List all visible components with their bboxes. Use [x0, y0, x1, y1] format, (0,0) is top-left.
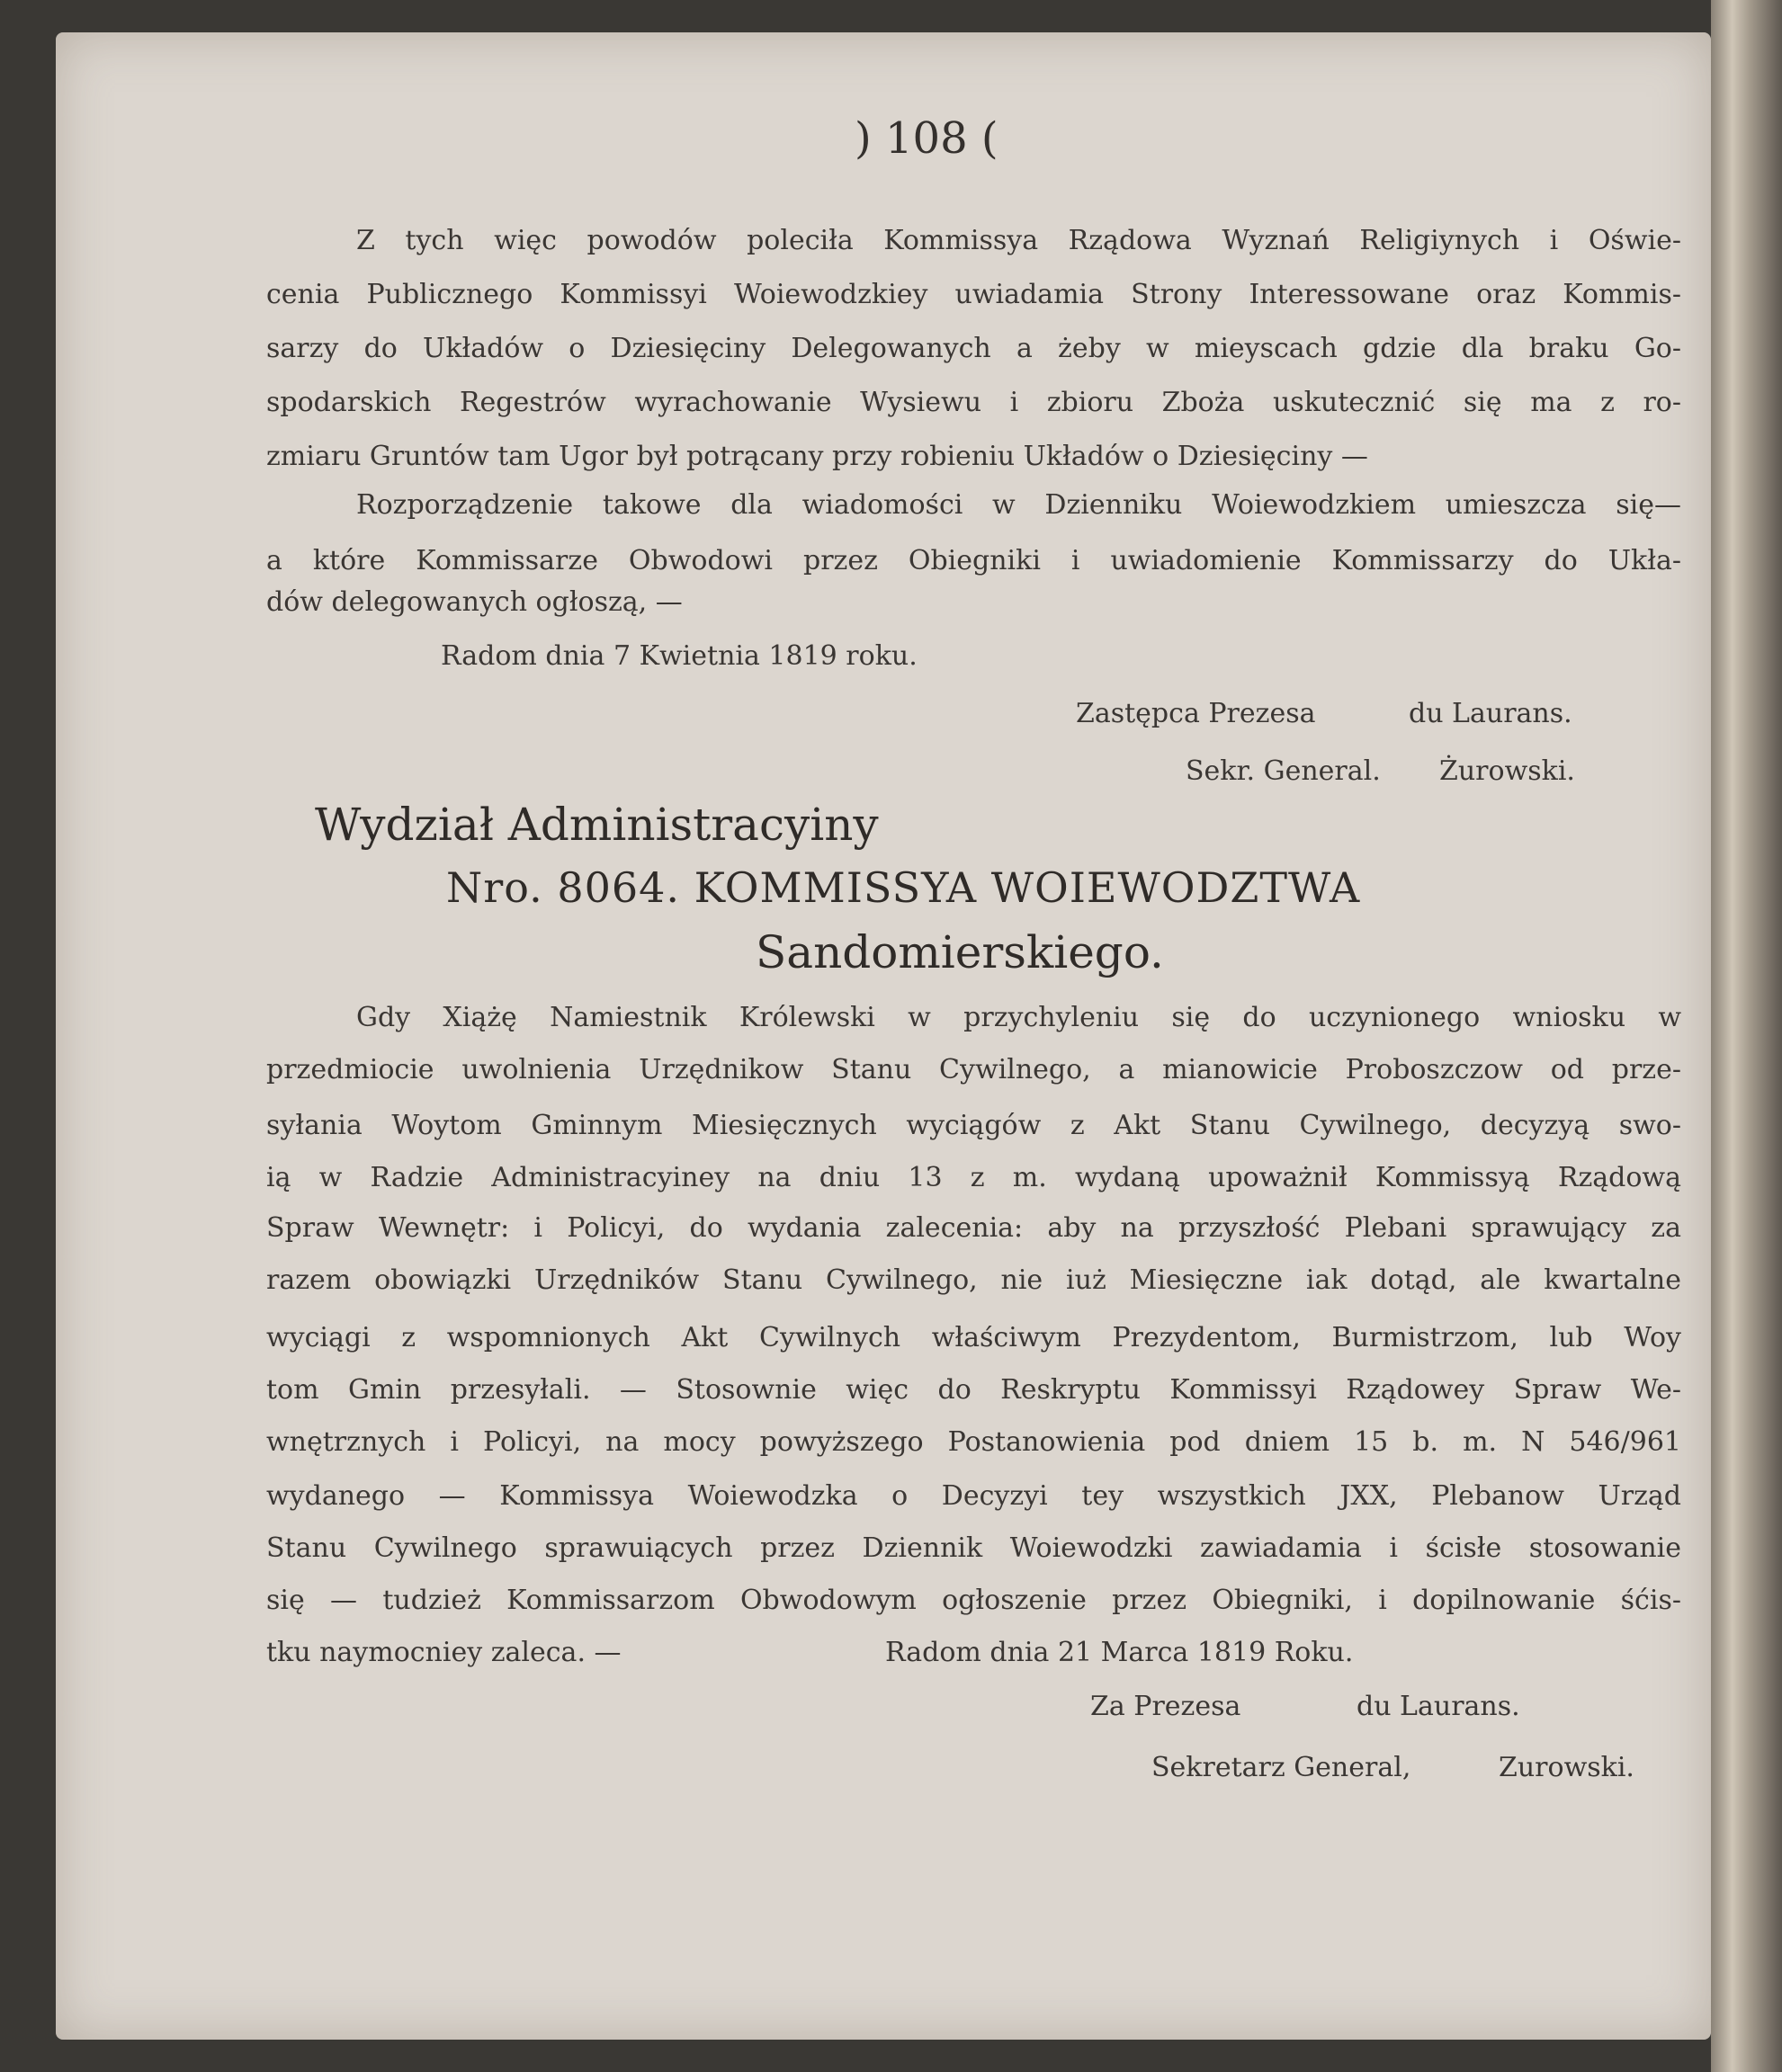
text-line: przedmiocie uwolnienia Urzędnikow Stanu Cywilnego, a mianowicie Proboszczow od prze-	[266, 1054, 1681, 1085]
signature-name: du Laurans.	[1409, 698, 1572, 729]
signature-name: Zurowski.	[1499, 1752, 1634, 1783]
text-line: spodarskich Regestrów wyrachowanie Wysiewu i zbioru Zboża uskutecznić się ma z ro-	[266, 387, 1681, 418]
text-line: Z tych więc powodów poleciła Kommissya Rządowa Wyznań Religiynych i Oświe-	[356, 225, 1681, 256]
text-line: syłania Woytom Gminnym Miesięcznych wyciągów z Akt Stanu Cywilnego, decyzyą swo-	[266, 1110, 1681, 1141]
text-line: a które Kommissarze Obwodowi przez Obiegniki i uwiadomienie Kommissarzy do Ukła-	[266, 545, 1681, 576]
text-line: dów delegowanych ogłoszą, —	[266, 586, 683, 618]
text-line: Spraw Wewnętr: i Policyi, do wydania zalecenia: aby na przyszłość Plebani sprawujący za	[266, 1212, 1681, 1244]
department-heading: Wydział Administracyiny	[315, 799, 879, 851]
text-line: wyciągi z wspomnionych Akt Cywilnych właściwym Prezydentom, Burmistrzom, lub Woy	[266, 1322, 1681, 1353]
date-line: Radom dnia 21 Marca 1819 Roku.	[885, 1637, 1354, 1668]
region-heading: Sandomierskiego.	[756, 926, 1164, 978]
text-line: wydanego — Kommissya Woiewodzka o Decyzyi tey wszystkich JXX, Plebanow Urząd	[266, 1480, 1681, 1512]
text-line: Rozporządzenie takowe dla wiadomości w Dzienniku Woiewodzkiem umieszcza się—	[356, 489, 1681, 521]
text-line: wnętrznych i Policyi, na mocy powyższego Postanowienia pod dniem 15 b. m. N 546/961	[266, 1426, 1681, 1458]
signature-name: Żurowski.	[1439, 755, 1575, 787]
text-line: Stanu Cywilnego sprawuiących przez Dziennik Woiewodzki zawiadamia i ścisłe stosowanie	[266, 1532, 1681, 1564]
book-spine	[1711, 0, 1782, 2072]
text-line: zmiaru Gruntów tam Ugor był potrącany przy robieniu Układów o Dziesięciny —	[266, 441, 1368, 472]
signature-role: Sekr. General.	[1186, 755, 1381, 787]
text-line: tku naymocniey zaleca. —	[266, 1637, 622, 1668]
signature-role: Zastępca Prezesa	[1076, 698, 1316, 729]
signature-role: Za Prezesa	[1090, 1691, 1241, 1722]
text-line: Gdy Xiążę Namiestnik Królewski w przychyleniu się do uczynionego wniosku w	[356, 1002, 1681, 1033]
text-line: tom Gmin przesyłali. — Stosownie więc do Reskryptu Kommissyi Rządowey Spraw We-	[266, 1374, 1681, 1406]
date-line: Radom dnia 7 Kwietnia 1819 roku.	[441, 640, 918, 672]
signature-name: du Laurans.	[1357, 1691, 1520, 1722]
text-line: cenia Publicznego Kommissyi Woiewodzkiey uwiadamia Strony Interessowane oraz Kommis-	[266, 279, 1681, 310]
text-line: ią w Radzie Administracyiney na dniu 13 z m. wydaną upoważnił Kommissyą Rządową	[266, 1162, 1681, 1193]
signature-role: Sekretarz General,	[1151, 1752, 1411, 1783]
text-line: razem obowiązki Urzędników Stanu Cywilnego, nie iuż Miesięczne iak dotąd, ale kwartalne	[266, 1264, 1681, 1296]
page-number: ) 108 (	[855, 113, 998, 164]
text-line: sarzy do Układów o Dziesięciny Delegowanych a żeby w mieyscach gdzie dla braku Go-	[266, 333, 1681, 364]
commission-heading: Nro. 8064. KOMMISSYA WOIEWODZTWA	[446, 863, 1361, 912]
text-line: się — tudzież Kommissarzom Obwodowym ogłoszenie przez Obiegniki, i dopilnowanie śćis-	[266, 1585, 1681, 1616]
